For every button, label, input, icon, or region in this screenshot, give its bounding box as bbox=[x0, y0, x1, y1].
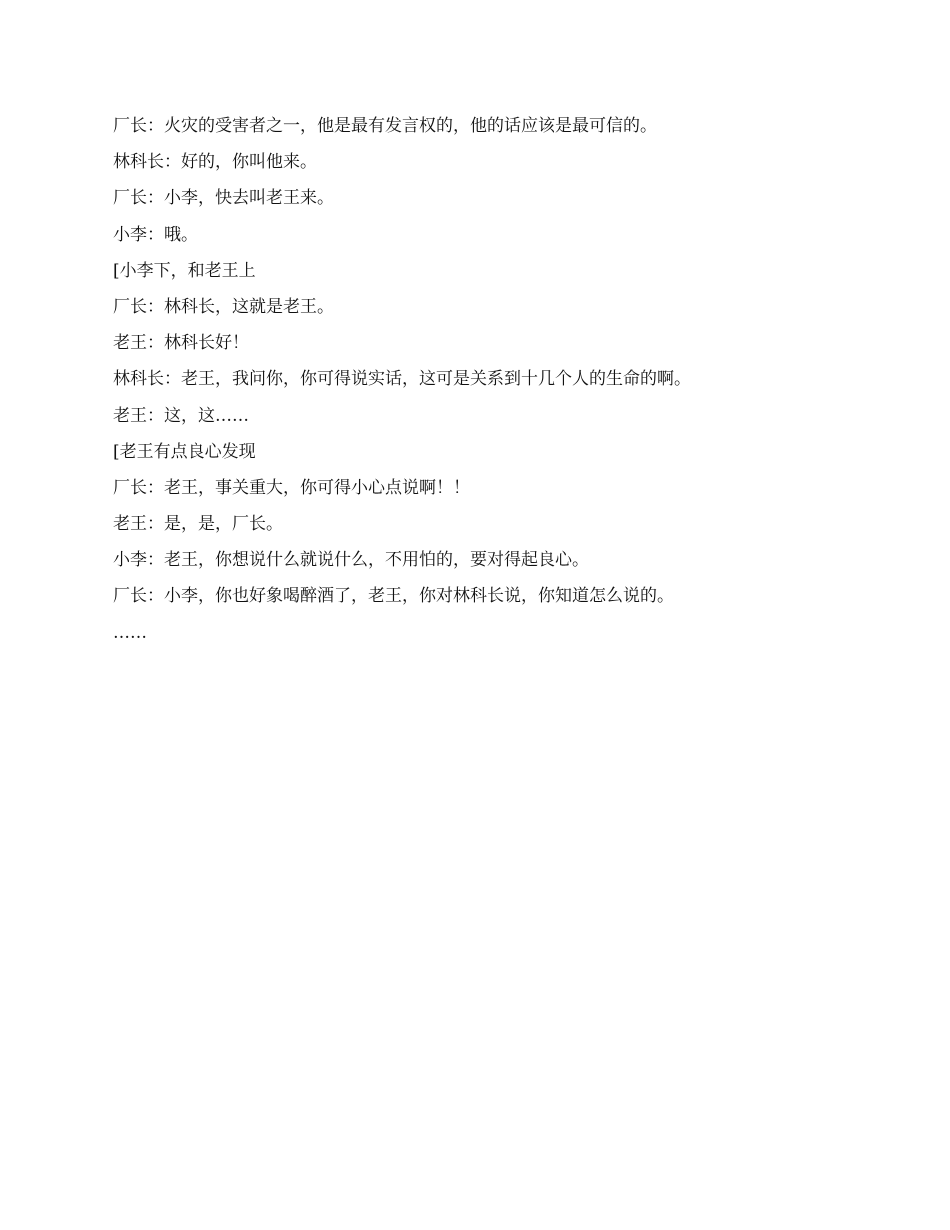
dialogue-line: 厂长：林科长，这就是老王。 bbox=[113, 296, 334, 317]
dialogue-line: 小李：老王，你想说什么就说什么，不用怕的，要对得起良心。 bbox=[113, 550, 589, 571]
dialogue-line: 厂长：火灾的受害者之一，他是最有发言权的，他的话应该是最可信的。 bbox=[113, 116, 657, 136]
dialogue-line: 小李：哦。 bbox=[113, 224, 198, 245]
ellipsis-line: …… bbox=[113, 622, 147, 643]
stage-direction: [老王有点良心发现 bbox=[113, 441, 256, 462]
dialogue-line: 厂长：老王，事关重大，你可得小心点说啊！！ bbox=[113, 477, 470, 498]
stage-direction: [小李下，和老王上 bbox=[113, 260, 256, 281]
dialogue-line: 老王：是，是，厂长。 bbox=[113, 514, 283, 535]
script-text bbox=[113, 108, 873, 651]
dialogue-line: 厂长：小李，快去叫老王来。 bbox=[113, 188, 334, 209]
dialogue-line: 老王：这，这…… bbox=[113, 405, 249, 426]
dialogue-line: 林科长：老王，我问你，你可得说实话，这可是关系到十几个人的生命的啊。 bbox=[113, 369, 691, 390]
dialogue-line: 厂长：小李，你也好象喝醉酒了，老王，你对林科长说，你知道怎么说的。 bbox=[113, 586, 674, 607]
dialogue-line: 林科长：好的，你叫他来。 bbox=[113, 152, 317, 173]
dialogue-line: 老王：林科长好！ bbox=[113, 333, 249, 354]
